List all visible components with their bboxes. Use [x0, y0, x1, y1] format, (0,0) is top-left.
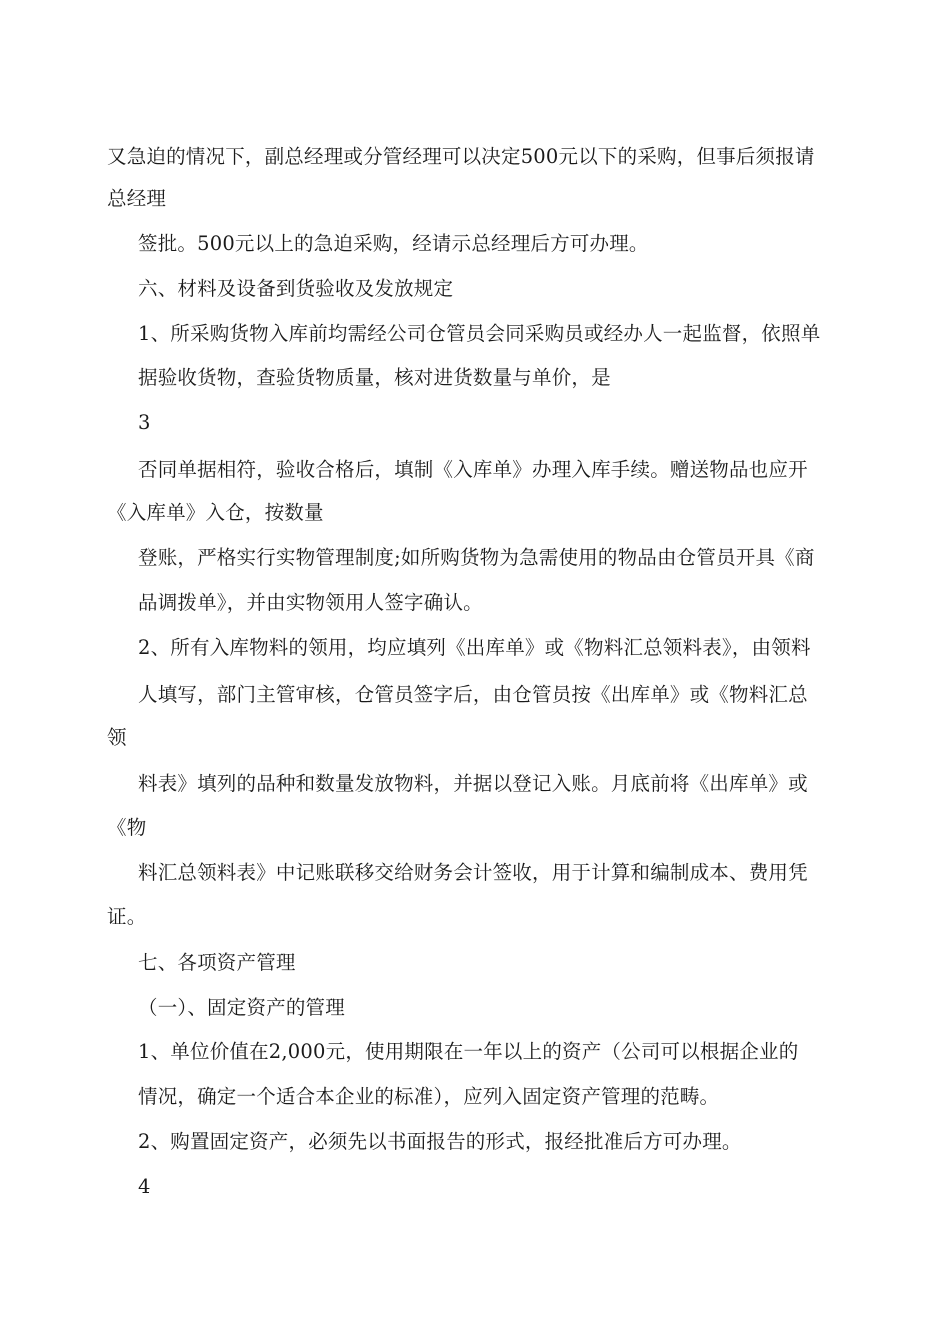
text-line: 品调拨单》，并由实物领用人签字确认。	[138, 591, 483, 614]
text-line: 又急迫的情况下，副总经理或分管经理可以决定500元以下的采购，但事后须报请	[107, 145, 815, 168]
subsection-heading: （一）、固定资产的管理	[138, 996, 345, 1019]
text-line: 人填写，部门主管审核，仓管员签字后，由仓管员按《出库单》或《物料汇总	[138, 683, 808, 706]
text-line: 据验收货物，查验货物质量，核对进货数量与单价，是	[138, 366, 611, 389]
text-line: 登账，严格实行实物管理制度;如所购货物为急需使用的物品由仓管员开具《商	[138, 546, 815, 569]
text-line: 料汇总领料表》中记账联移交给财务会计签收，用于计算和编制成本、费用凭	[138, 861, 808, 884]
text-line: 料表》填列的品种和数量发放物料，并据以登记入账。月底前将《出库单》或	[138, 772, 808, 795]
text-line: 否同单据相符，验收合格后，填制《入库单》办理入库手续。赠送物品也应开	[138, 458, 808, 481]
text-line: 2、所有入库物料的领用，均应填列《出库单》或《物料汇总领料表》，由领料	[138, 636, 811, 659]
section-heading: 六、材料及设备到货验收及发放规定	[138, 277, 454, 300]
page-number: 4	[138, 1175, 151, 1198]
text-line: 领	[107, 726, 127, 749]
text-line: 2、购置固定资产，必须先以书面报告的形式，报经批准后方可办理。	[138, 1130, 742, 1153]
page-number: 3	[138, 411, 151, 434]
text-line: 签批。500元以上的急迫采购，经请示总经理后方可办理。	[138, 232, 649, 255]
text-line: 情况，确定一个适合本企业的标准），应列入固定资产管理的范畴。	[138, 1085, 720, 1108]
text-line: 1、所采购货物入库前均需经公司仓管员会同采购员或经办人一起监督，依照单	[138, 322, 821, 345]
section-heading: 七、各项资产管理	[138, 951, 296, 974]
text-line: 证。	[107, 905, 147, 928]
text-line: 《物	[107, 816, 147, 839]
text-line: 1、单位价值在2,000元，使用期限在一年以上的资产（公司可以根据企业的	[138, 1040, 799, 1063]
text-line: 总经理	[107, 187, 167, 210]
text-line: 《入库单》入仓，按数量	[107, 501, 324, 524]
